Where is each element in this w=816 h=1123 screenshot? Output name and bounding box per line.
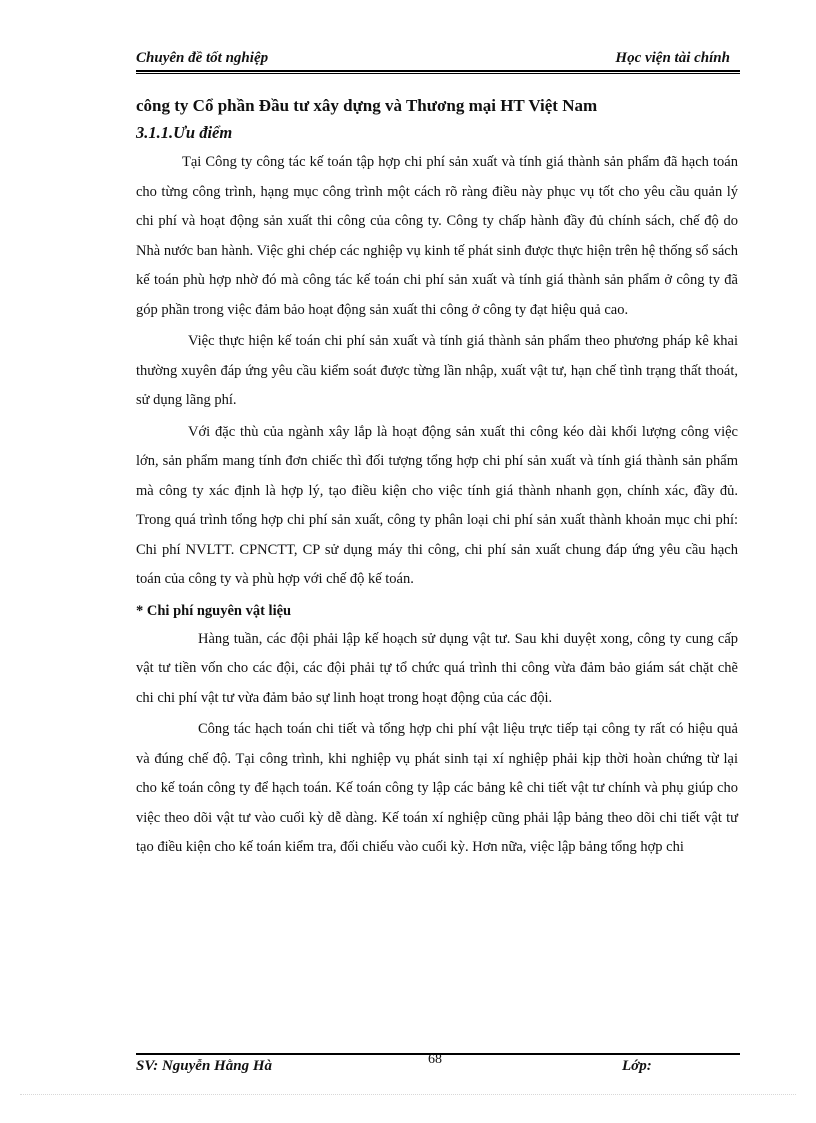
page-number: 68 <box>428 1052 442 1067</box>
section-heading: 3.1.1.Ưu điểm <box>136 123 233 142</box>
header-rule <box>136 73 740 74</box>
subheading-materials: * Chi phí nguyên vật liệu <box>136 602 292 619</box>
company-name-line: công ty Cổ phần Đầu tư xây dựng và Thương mại HT Việt Nam <box>136 96 598 115</box>
page-body <box>136 92 738 865</box>
header-institution: Học viện tài chính <box>615 50 730 66</box>
paragraph-3: Với đặc thù của ngành xây lắp là hoạt động sản xuất thi công kéo dài khối lượng công việc lớn, sản phẩm mang tính đơn chiếc thì đối tượng tổng hợp chi phí sản xuất và tính giá thành sản phẩm mà công ty xác định là hợp lý, tạo điều kiện cho việc tính giá thành nhanh gọn, chính xác, đầy đủ. Trong quá trình tổng hợp chi phí sản xuất, công ty phân loại chi phí sản xuất thành khoản mục chi phí: Chi phí NVLTT. CPNCTT, CP sử dụng máy thi công, chi phí sản xuất chung đáp ứng yêu cầu hạch toán của công ty và phù hợp với chế độ kế toán. <box>136 423 738 587</box>
page-bottom-dotted-border <box>20 1094 796 1095</box>
paragraph-2: Việc thực hiện kế toán chi phí sản xuất và tính giá thành sản phẩm theo phương pháp kê khai thường xuyên đáp ứng yêu cầu kiểm soát được từng lần nhập, xuất vật tư, hạn chế tình trạng thất thoát, sử dụng lãng phí. <box>136 333 738 408</box>
footer-class-label: Lớp: <box>622 1058 652 1074</box>
paragraph-1: Tại Công ty công tác kế toán tập hợp chi phí sản xuất và tính giá thành sản phẩm đã hạch toán cho từng công trình, hạng mục công trình một cách rõ ràng điều này phục vụ tốt cho yêu cầu quản lý chi phí và hoạt động sản xuất thi công của công ty. Công ty chấp hành đầy đủ chính sách, chế độ do Nhà nước ban hành. Việc ghi chép các nghiệp vụ kinh tế phát sinh được thực hiện trên hệ thống sổ sách kế toán phù hợp nhờ đó mà công tác kế toán chi phí sản xuất và tính giá thành sản phẩm ở công ty đã góp phần trong việc đảm bảo hoạt động sản xuất thi công ở công ty đạt hiệu quả cao. <box>136 154 738 318</box>
paragraph-5: Công tác hạch toán chi tiết và tổng hợp chi phí vật liệu trực tiếp tại công ty rất có hiệu quả và đúng chế độ. Tại công trình, khi nghiệp vụ phát sinh tại xí nghiệp phải kịp thời hoàn chứng từ lại cho kế toán công ty để hạch toán. Kế toán công ty lập các bảng kê chi tiết vật tư chính và phụ giúp cho việc theo dõi vật tư vào cuối kỳ dễ dàng. Kế toán xí nghiệp cũng phải lập bảng theo dõi chi tiết vật tư tạo điều kiện cho kế toán kiểm tra, đối chiếu vào cuối kỳ. Hơn nữa, việc lập bảng tổng hợp chi <box>136 721 738 855</box>
footer-student-name: SV: Nguyễn Hằng Hà <box>136 1058 272 1074</box>
page-footer <box>136 1052 740 1080</box>
paragraph-4: Hàng tuần, các đội phải lập kế hoạch sử dụng vật tư. Sau khi duyệt xong, công ty cung cấp vật tư tiền vốn cho các đội, các đội phải tự tổ chức quá trình thi công vừa đảm bảo giám sát chặt chẽ chi chi phí vật tư vừa đảm bảo sự linh hoạt trong hoạt động của các đội. <box>136 630 738 706</box>
page-header <box>136 48 740 72</box>
header-thesis-title: Chuyên đề tốt nghiệp <box>136 50 269 66</box>
